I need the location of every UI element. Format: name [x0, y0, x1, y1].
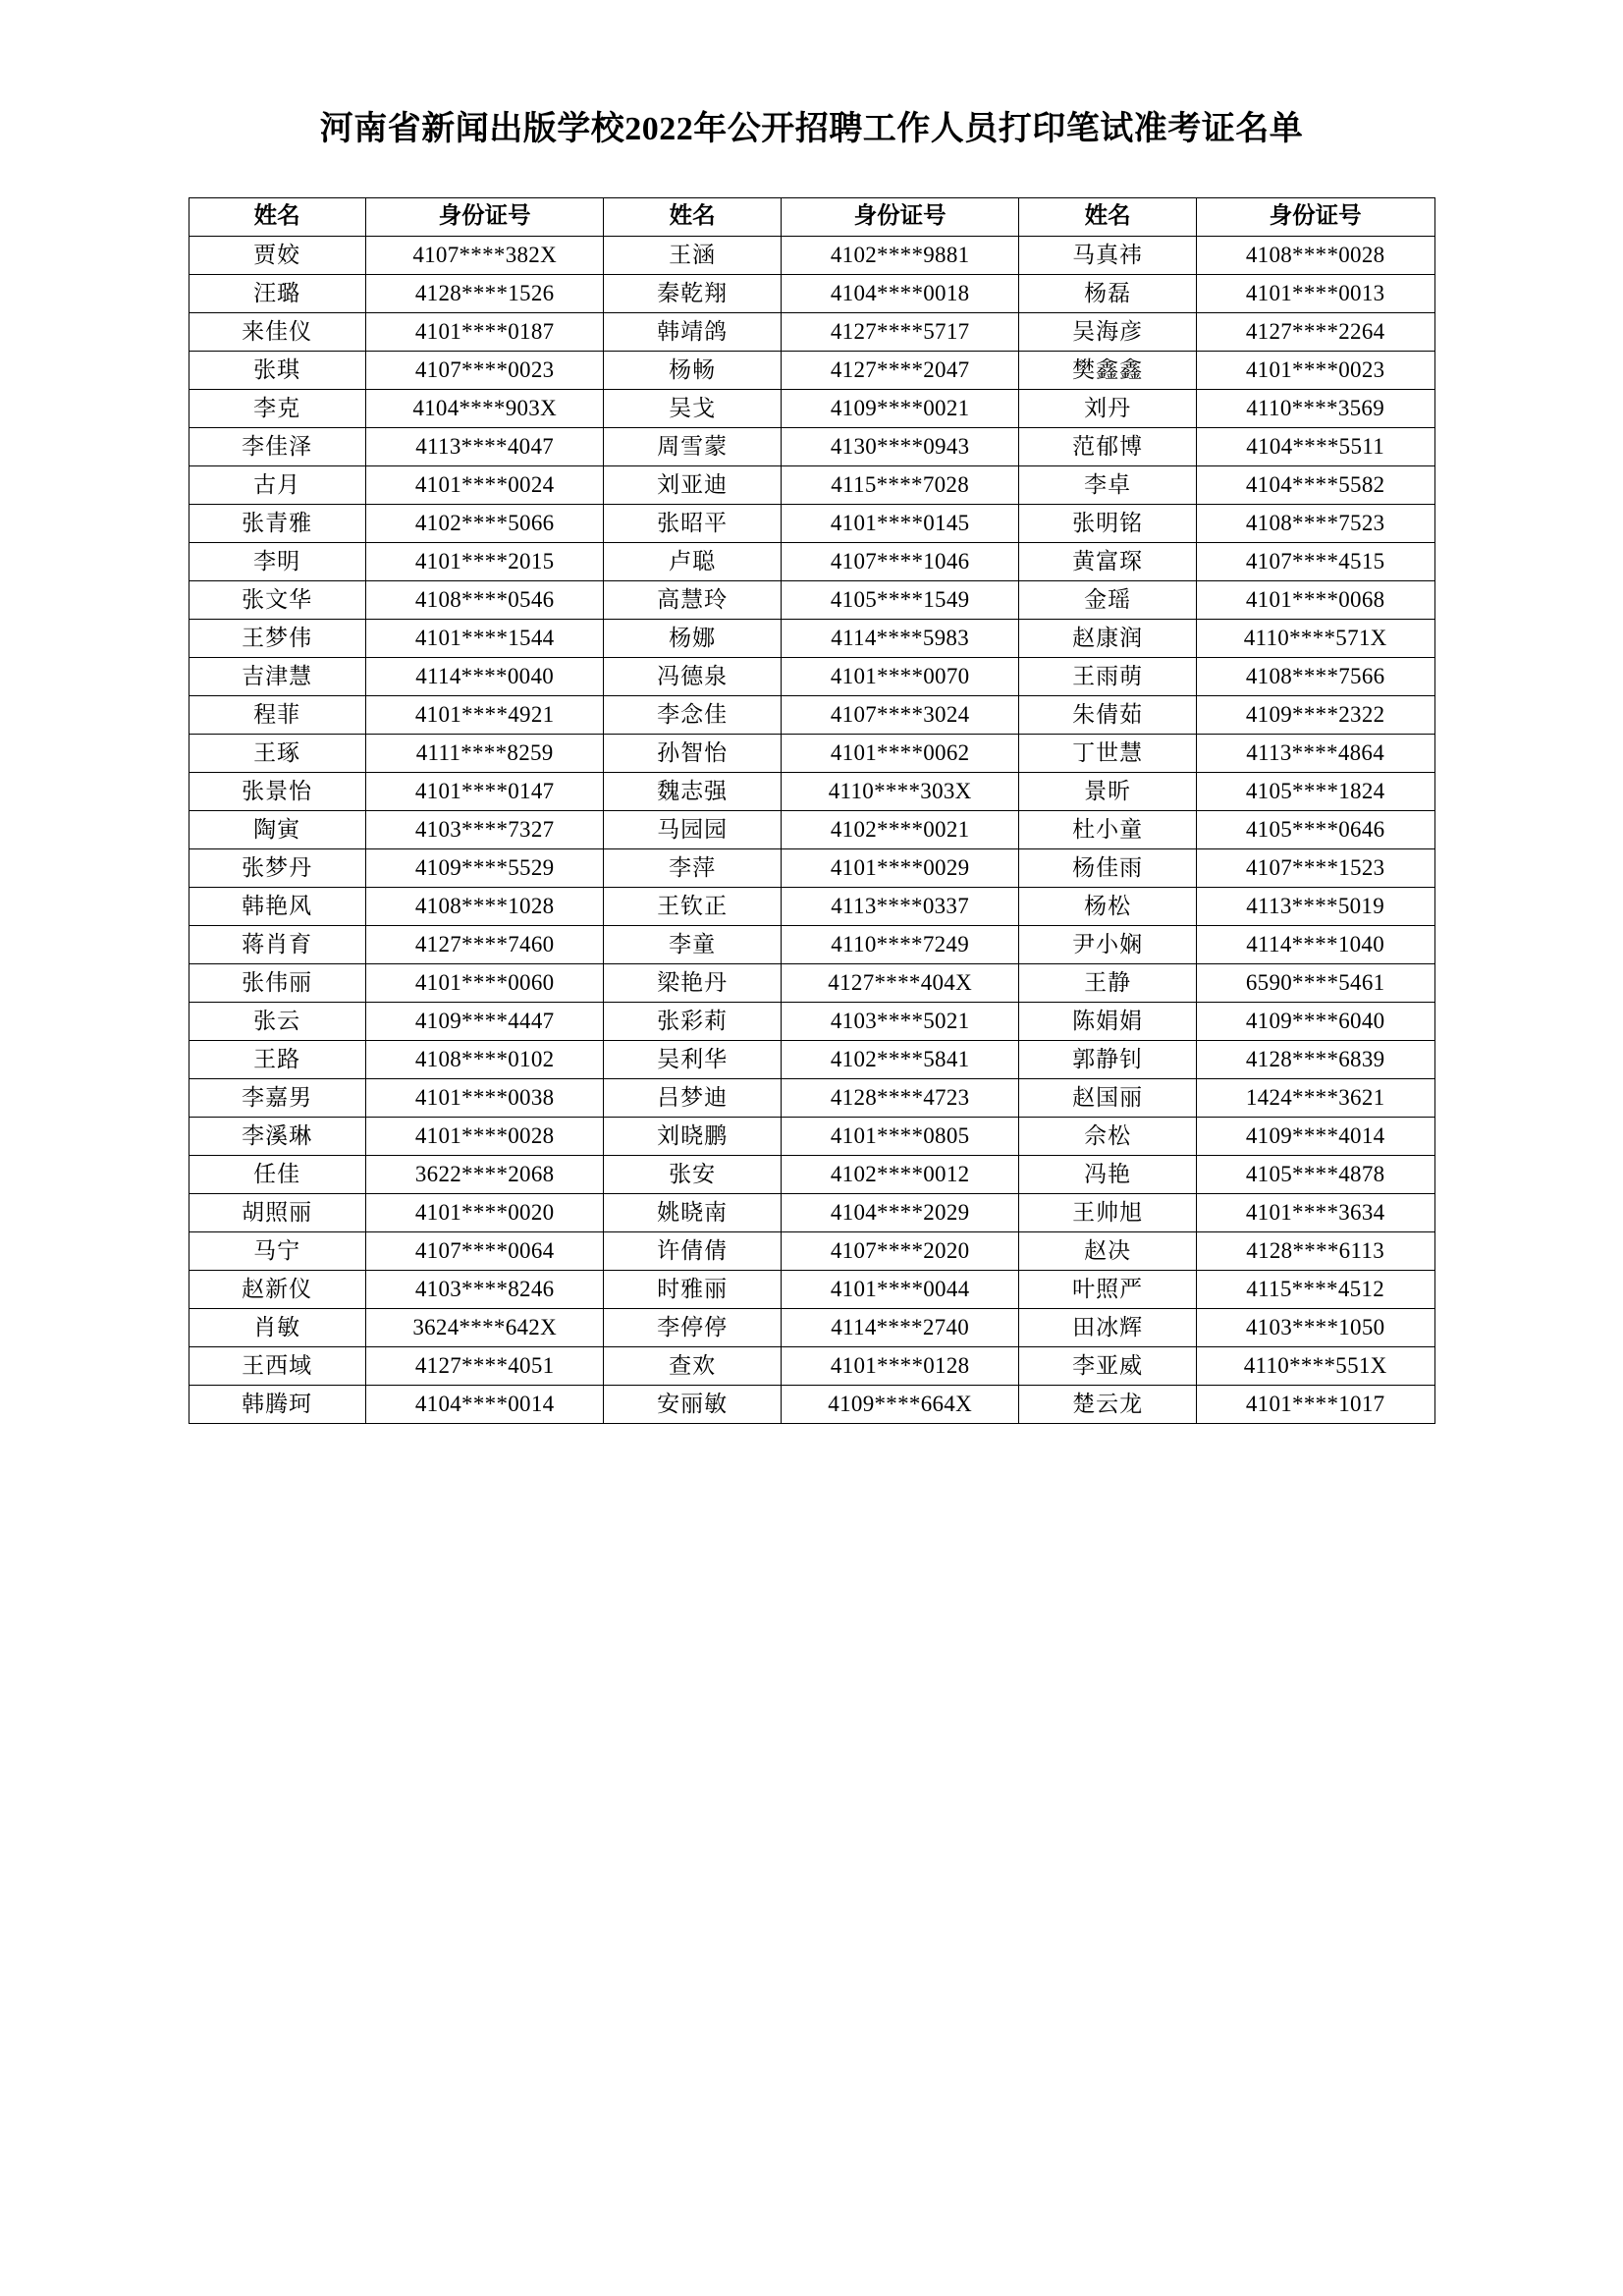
cell-name: 吴利华: [604, 1040, 781, 1078]
cell-name: 张伟丽: [189, 963, 365, 1002]
table-row: [189, 1078, 1434, 1117]
cell-id-number: 4104****903X: [365, 389, 604, 427]
table-row: [189, 1346, 1434, 1385]
cell-id-number: 4113****4864: [1196, 734, 1434, 772]
cell-id-number: 4101****2015: [365, 542, 604, 580]
cell-id-number: 4109****2322: [1196, 695, 1434, 734]
cell-name: 王静: [1019, 963, 1196, 1002]
cell-name: 汪璐: [189, 274, 365, 312]
cell-id-number: 4113****4047: [365, 427, 604, 465]
cell-name: 韩艳风: [189, 887, 365, 925]
cell-id-number: 4108****0102: [365, 1040, 604, 1078]
cell-name: 赵国丽: [1019, 1078, 1196, 1117]
cell-name: 樊鑫鑫: [1019, 351, 1196, 389]
cell-id-number: 4107****2020: [781, 1231, 1019, 1270]
cell-name: 杨磊: [1019, 274, 1196, 312]
cell-name: 张云: [189, 1002, 365, 1040]
cell-name: 程菲: [189, 695, 365, 734]
cell-id-number: 4107****4515: [1196, 542, 1434, 580]
cell-id-number: 4111****8259: [365, 734, 604, 772]
cell-id-number: 4110****3569: [1196, 389, 1434, 427]
cell-id-number: 4109****6040: [1196, 1002, 1434, 1040]
cell-name: 赵新仪: [189, 1270, 365, 1308]
cell-name: 蒋肖育: [189, 925, 365, 963]
column-header-id-2: 身份证号: [781, 197, 1019, 236]
column-header-name-1: 姓名: [189, 197, 365, 236]
table-row: [189, 504, 1434, 542]
cell-name: 许倩倩: [604, 1231, 781, 1270]
cell-id-number: 4107****3024: [781, 695, 1019, 734]
table-row: [189, 1270, 1434, 1308]
cell-id-number: 4101****0024: [365, 465, 604, 504]
cell-name: 王梦伟: [189, 619, 365, 657]
cell-name: 冯艳: [1019, 1155, 1196, 1193]
cell-id-number: 4127****5717: [781, 312, 1019, 351]
cell-name: 冯德泉: [604, 657, 781, 695]
cell-id-number: 4101****0145: [781, 504, 1019, 542]
roster-table-container: [189, 197, 1435, 1424]
cell-name: 杨畅: [604, 351, 781, 389]
cell-id-number: 4107****1046: [781, 542, 1019, 580]
cell-name: 张明铭: [1019, 504, 1196, 542]
cell-name: 张安: [604, 1155, 781, 1193]
cell-id-number: 4101****0013: [1196, 274, 1434, 312]
cell-id-number: 4101****0128: [781, 1346, 1019, 1385]
cell-name: 刘亚迪: [604, 465, 781, 504]
cell-id-number: 4128****6839: [1196, 1040, 1434, 1078]
cell-name: 王雨萌: [1019, 657, 1196, 695]
cell-name: 李停停: [604, 1308, 781, 1346]
cell-id-number: 4127****4051: [365, 1346, 604, 1385]
cell-id-number: 4101****0187: [365, 312, 604, 351]
cell-name: 李萍: [604, 848, 781, 887]
cell-name: 梁艳丹: [604, 963, 781, 1002]
cell-id-number: 4114****1040: [1196, 925, 1434, 963]
cell-name: 丁世慧: [1019, 734, 1196, 772]
cell-id-number: 4103****1050: [1196, 1308, 1434, 1346]
cell-id-number: 4105****4878: [1196, 1155, 1434, 1193]
cell-id-number: 4101****0038: [365, 1078, 604, 1117]
cell-id-number: 4108****0028: [1196, 236, 1434, 274]
cell-name: 吴戈: [604, 389, 781, 427]
cell-name: 王路: [189, 1040, 365, 1078]
cell-id-number: 4127****2047: [781, 351, 1019, 389]
cell-id-number: 4104****0014: [365, 1385, 604, 1423]
cell-id-number: 4101****1017: [1196, 1385, 1434, 1423]
cell-name: 马真祎: [1019, 236, 1196, 274]
cell-id-number: 4115****4512: [1196, 1270, 1434, 1308]
cell-id-number: 4107****0064: [365, 1231, 604, 1270]
cell-name: 李克: [189, 389, 365, 427]
table-row: [189, 848, 1434, 887]
cell-name: 孙智怡: [604, 734, 781, 772]
cell-id-number: 4102****0012: [781, 1155, 1019, 1193]
table-row: [189, 351, 1434, 389]
table-row: [189, 887, 1434, 925]
cell-id-number: 3624****642X: [365, 1308, 604, 1346]
cell-id-number: 4113****0337: [781, 887, 1019, 925]
cell-name: 李念佳: [604, 695, 781, 734]
cell-id-number: 4101****3634: [1196, 1193, 1434, 1231]
table-row: [189, 810, 1434, 848]
cell-name: 杨娜: [604, 619, 781, 657]
table-row: [189, 1385, 1434, 1423]
cell-name: 王帅旭: [1019, 1193, 1196, 1231]
column-header-name-3: 姓名: [1019, 197, 1196, 236]
cell-name: 古月: [189, 465, 365, 504]
table-row: [189, 389, 1434, 427]
cell-id-number: 4127****7460: [365, 925, 604, 963]
table-row: [189, 772, 1434, 810]
cell-name: 朱倩茹: [1019, 695, 1196, 734]
cell-id-number: 4101****0147: [365, 772, 604, 810]
table-row: [189, 427, 1434, 465]
cell-id-number: 4105****1549: [781, 580, 1019, 619]
cell-name: 楚云龙: [1019, 1385, 1196, 1423]
cell-name: 胡照丽: [189, 1193, 365, 1231]
table-row: [189, 657, 1434, 695]
table-row: [189, 580, 1434, 619]
cell-name: 王涵: [604, 236, 781, 274]
column-header-name-2: 姓名: [604, 197, 781, 236]
cell-id-number: 4104****5582: [1196, 465, 1434, 504]
cell-id-number: 4110****571X: [1196, 619, 1434, 657]
cell-name: 李童: [604, 925, 781, 963]
cell-name: 郭静钊: [1019, 1040, 1196, 1078]
table-row: [189, 542, 1434, 580]
table-row: [189, 1040, 1434, 1078]
table-row: [189, 1193, 1434, 1231]
table-row: [189, 274, 1434, 312]
cell-id-number: 4101****1544: [365, 619, 604, 657]
cell-id-number: 4104****0018: [781, 274, 1019, 312]
table-row: [189, 963, 1434, 1002]
cell-id-number: 4127****404X: [781, 963, 1019, 1002]
cell-name: 张彩莉: [604, 1002, 781, 1040]
cell-id-number: 4109****664X: [781, 1385, 1019, 1423]
table-row: [189, 734, 1434, 772]
cell-id-number: 4105****0646: [1196, 810, 1434, 848]
cell-id-number: 4109****0021: [781, 389, 1019, 427]
cell-id-number: 4113****5019: [1196, 887, 1434, 925]
cell-id-number: 4101****0023: [1196, 351, 1434, 389]
cell-name: 李明: [189, 542, 365, 580]
cell-name: 刘晓鹏: [604, 1117, 781, 1155]
cell-id-number: 4114****2740: [781, 1308, 1019, 1346]
cell-id-number: 6590****5461: [1196, 963, 1434, 1002]
cell-id-number: 4104****2029: [781, 1193, 1019, 1231]
table-row: [189, 695, 1434, 734]
cell-id-number: 4102****0021: [781, 810, 1019, 848]
cell-id-number: 4101****0029: [781, 848, 1019, 887]
cell-name: 来佳仪: [189, 312, 365, 351]
cell-name: 姚晓南: [604, 1193, 781, 1231]
cell-name: 吕梦迪: [604, 1078, 781, 1117]
cell-id-number: 4101****0062: [781, 734, 1019, 772]
cell-id-number: 4105****1824: [1196, 772, 1434, 810]
cell-id-number: 4108****1028: [365, 887, 604, 925]
cell-id-number: 4104****5511: [1196, 427, 1434, 465]
cell-name: 张青雅: [189, 504, 365, 542]
cell-name: 肖敏: [189, 1308, 365, 1346]
cell-id-number: 4110****7249: [781, 925, 1019, 963]
cell-id-number: 1424****3621: [1196, 1078, 1434, 1117]
cell-id-number: 4101****4921: [365, 695, 604, 734]
cell-name: 贾姣: [189, 236, 365, 274]
cell-id-number: 4114****5983: [781, 619, 1019, 657]
cell-id-number: 4115****7028: [781, 465, 1019, 504]
cell-id-number: 4101****0044: [781, 1270, 1019, 1308]
cell-id-number: 4109****5529: [365, 848, 604, 887]
cell-name: 张琪: [189, 351, 365, 389]
cell-name: 张昭平: [604, 504, 781, 542]
cell-name: 查欢: [604, 1346, 781, 1385]
table-row: [189, 465, 1434, 504]
cell-id-number: 4103****5021: [781, 1002, 1019, 1040]
cell-id-number: 4110****303X: [781, 772, 1019, 810]
cell-name: 高慧玲: [604, 580, 781, 619]
column-header-id-3: 身份证号: [1196, 197, 1434, 236]
cell-name: 李嘉男: [189, 1078, 365, 1117]
cell-id-number: 4107****382X: [365, 236, 604, 274]
table-header-row: [189, 197, 1434, 236]
cell-name: 韩腾珂: [189, 1385, 365, 1423]
cell-id-number: 4101****0068: [1196, 580, 1434, 619]
cell-name: 王琢: [189, 734, 365, 772]
cell-id-number: 4101****0805: [781, 1117, 1019, 1155]
cell-name: 马园园: [604, 810, 781, 848]
cell-name: 周雪蒙: [604, 427, 781, 465]
cell-id-number: 4107****0023: [365, 351, 604, 389]
cell-name: 金瑶: [1019, 580, 1196, 619]
cell-name: 景昕: [1019, 772, 1196, 810]
cell-name: 杨松: [1019, 887, 1196, 925]
cell-name: 李亚威: [1019, 1346, 1196, 1385]
table-row: [189, 236, 1434, 274]
cell-id-number: 4109****4014: [1196, 1117, 1434, 1155]
cell-name: 李佳泽: [189, 427, 365, 465]
cell-id-number: 4102****5841: [781, 1040, 1019, 1078]
cell-name: 范郁博: [1019, 427, 1196, 465]
cell-id-number: 4128****6113: [1196, 1231, 1434, 1270]
cell-name: 安丽敏: [604, 1385, 781, 1423]
cell-name: 王西域: [189, 1346, 365, 1385]
table-header: [189, 197, 1434, 236]
cell-name: 张文华: [189, 580, 365, 619]
cell-name: 秦乾翔: [604, 274, 781, 312]
table-row: [189, 1231, 1434, 1270]
cell-id-number: 4108****0546: [365, 580, 604, 619]
cell-id-number: 4128****1526: [365, 274, 604, 312]
cell-name: 叶照严: [1019, 1270, 1196, 1308]
cell-name: 张梦丹: [189, 848, 365, 887]
table-row: [189, 1002, 1434, 1040]
cell-name: 黄富琛: [1019, 542, 1196, 580]
cell-id-number: 4103****7327: [365, 810, 604, 848]
cell-name: 田冰辉: [1019, 1308, 1196, 1346]
cell-name: 李溪琳: [189, 1117, 365, 1155]
cell-name: 陶寅: [189, 810, 365, 848]
cell-id-number: 3622****2068: [365, 1155, 604, 1193]
table-row: [189, 1308, 1434, 1346]
table-row: [189, 1117, 1434, 1155]
table-row: [189, 619, 1434, 657]
cell-name: 杨佳雨: [1019, 848, 1196, 887]
cell-name: 韩靖鸽: [604, 312, 781, 351]
cell-id-number: 4108****7523: [1196, 504, 1434, 542]
cell-id-number: 4102****9881: [781, 236, 1019, 274]
cell-name: 吉津慧: [189, 657, 365, 695]
cell-id-number: 4102****5066: [365, 504, 604, 542]
cell-id-number: 4110****551X: [1196, 1346, 1434, 1385]
cell-name: 佘松: [1019, 1117, 1196, 1155]
table-body: [189, 236, 1434, 1423]
cell-name: 马宁: [189, 1231, 365, 1270]
cell-name: 卢聪: [604, 542, 781, 580]
table-row: [189, 312, 1434, 351]
cell-name: 陈娟娟: [1019, 1002, 1196, 1040]
cell-id-number: 4101****0070: [781, 657, 1019, 695]
cell-id-number: 4130****0943: [781, 427, 1019, 465]
cell-name: 张景怡: [189, 772, 365, 810]
column-header-id-1: 身份证号: [365, 197, 604, 236]
cell-id-number: 4127****2264: [1196, 312, 1434, 351]
cell-id-number: 4101****0020: [365, 1193, 604, 1231]
cell-id-number: 4128****4723: [781, 1078, 1019, 1117]
cell-id-number: 4107****1523: [1196, 848, 1434, 887]
table-row: [189, 925, 1434, 963]
cell-name: 杜小童: [1019, 810, 1196, 848]
cell-id-number: 4109****4447: [365, 1002, 604, 1040]
cell-name: 刘丹: [1019, 389, 1196, 427]
cell-name: 赵决: [1019, 1231, 1196, 1270]
roster-table: [189, 197, 1435, 1424]
cell-name: 吴海彦: [1019, 312, 1196, 351]
cell-id-number: 4114****0040: [365, 657, 604, 695]
cell-name: 时雅丽: [604, 1270, 781, 1308]
page-title: 河南省新闻出版学校2022年公开招聘工作人员打印笔试准考证名单: [319, 111, 1304, 147]
cell-id-number: 4101****0028: [365, 1117, 604, 1155]
cell-id-number: 4108****7566: [1196, 657, 1434, 695]
cell-name: 魏志强: [604, 772, 781, 810]
cell-name: 王钦正: [604, 887, 781, 925]
cell-id-number: 4101****0060: [365, 963, 604, 1002]
cell-name: 尹小娴: [1019, 925, 1196, 963]
cell-id-number: 4103****8246: [365, 1270, 604, 1308]
table-row: [189, 1155, 1434, 1193]
cell-name: 李卓: [1019, 465, 1196, 504]
cell-name: 任佳: [189, 1155, 365, 1193]
cell-name: 赵康润: [1019, 619, 1196, 657]
